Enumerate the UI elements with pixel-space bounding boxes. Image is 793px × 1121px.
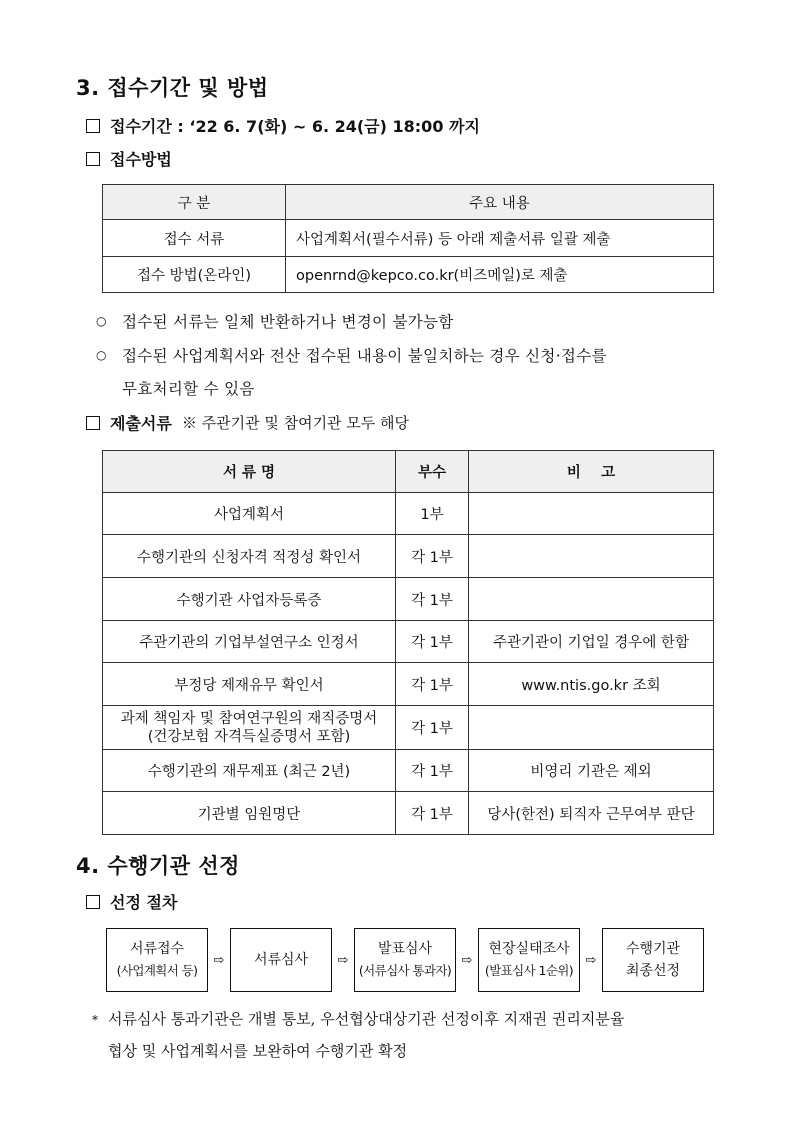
right-arrow-icon: ⇨ xyxy=(213,952,225,968)
doc-remarks-cell: 주관기관이 기업일 경우에 한함 xyxy=(469,621,714,663)
section4-title: 4. 수행기관 선정 xyxy=(76,854,240,878)
method-heading-text: 접수방법 xyxy=(110,150,172,169)
docs-col-copies: 부수 xyxy=(396,451,469,493)
procedure-heading-text: 선정 절차 xyxy=(110,893,178,912)
docs-col-remarks: 비 고 xyxy=(469,451,714,493)
method-cell: 접수 서류 xyxy=(103,220,286,257)
table-row xyxy=(103,220,714,257)
bullet-list xyxy=(96,305,607,406)
flow-step-presentation: 발표심사 (서류심사 통과자) xyxy=(354,928,456,992)
method-cell: 접수 방법(온라인) xyxy=(103,257,286,293)
right-arrow-icon: ⇨ xyxy=(337,952,349,968)
checkbox-square-icon xyxy=(86,152,100,166)
doc-remarks-cell xyxy=(469,493,714,535)
selection-flowchart xyxy=(106,928,704,992)
table-row xyxy=(103,750,714,792)
doc-name-cell: 수행기관의 신청자격 적정성 확인서 xyxy=(103,535,396,578)
doc-name-cell: 수행기관의 재무제표 (최근 2년) xyxy=(103,750,396,792)
doc-name-cell: 기관별 임원명단 xyxy=(103,792,396,835)
table-row xyxy=(103,792,714,835)
period-text: 접수기간 : ‘22 6. 7(화) ~ 6. 24(금) 18:00 까지 xyxy=(110,117,480,136)
doc-name-cell: 과제 책임자 및 참여연구원의 재직증명서 (건강보험 자격득실증명서 포함) xyxy=(103,706,396,750)
section3-title: 3. 접수기간 및 방법 xyxy=(76,76,269,100)
doc-copies-cell: 각 1부 xyxy=(396,621,469,663)
doc-copies-cell: 각 1부 xyxy=(396,750,469,792)
doc-copies-cell: 각 1부 xyxy=(396,792,469,835)
method-col-category: 구 분 xyxy=(103,185,286,220)
docs-heading xyxy=(86,411,409,434)
procedure-heading xyxy=(86,890,177,913)
doc-name-cell: 사업계획서 xyxy=(103,493,396,535)
doc-copies-cell: 각 1부 xyxy=(396,578,469,621)
method-cell: 사업계획서(필수서류) 등 아래 제출서류 일괄 제출 xyxy=(286,220,714,257)
circle-bullet-icon: ○ xyxy=(96,314,107,328)
table-row xyxy=(103,535,714,578)
doc-name-cell: 부정당 제재유무 확인서 xyxy=(103,663,396,706)
selection-note: * 서류심사 통과기관은 개별 통보, 우선협상대상기관 선정이후 지재권 권리지분율 협상 및 사업계획서를 보완하여 수행기관 확정 xyxy=(92,1004,624,1067)
docs-table xyxy=(102,450,714,835)
docs-heading-text: 제출서류 xyxy=(110,414,172,433)
method-table xyxy=(102,184,714,293)
method-heading xyxy=(86,147,172,170)
list-item: ○ 접수된 서류는 일체 반환하거나 변경이 불가능함 xyxy=(96,305,607,339)
docs-col-name: 서 류 명 xyxy=(103,451,396,493)
list-item: ○ 접수된 사업계획서와 전산 접수된 내용이 불일치하는 경우 신청·접수를 xyxy=(96,339,607,373)
right-arrow-icon: ⇨ xyxy=(461,952,473,968)
docs-note: ※ 주관기관 및 참여기관 모두 해당 xyxy=(181,414,410,432)
flow-step-site-inspection: 현장실태조사 (발표심사 1순위) xyxy=(478,928,580,992)
method-cell: openrnd@kepco.co.kr(비즈메일)로 제출 xyxy=(286,257,714,293)
checkbox-square-icon xyxy=(86,416,100,430)
checkbox-square-icon xyxy=(86,119,100,133)
doc-remarks-cell xyxy=(469,706,714,750)
doc-name-cell: 주관기관의 기업부설연구소 인정서 xyxy=(103,621,396,663)
right-arrow-icon: ⇨ xyxy=(585,952,597,968)
table-row xyxy=(103,621,714,663)
doc-name-cell: 수행기관 사업자등록증 xyxy=(103,578,396,621)
period-heading xyxy=(86,114,480,137)
doc-copies-cell: 각 1부 xyxy=(396,535,469,578)
table-row xyxy=(103,706,714,750)
list-item-continuation: 무효처리할 수 있음 xyxy=(122,380,255,398)
table-row xyxy=(103,257,714,293)
doc-copies-cell: 1부 xyxy=(396,493,469,535)
table-row xyxy=(103,663,714,706)
table-row xyxy=(103,578,714,621)
flow-step-final-selection: 수행기관 최종선정 xyxy=(602,928,704,992)
doc-remarks-cell xyxy=(469,535,714,578)
flow-step-doc-receipt: 서류접수 (사업계획서 등) xyxy=(106,928,208,992)
doc-remarks-cell xyxy=(469,578,714,621)
table-row xyxy=(103,493,714,535)
asterisk-icon: * xyxy=(92,1013,98,1027)
doc-copies-cell: 각 1부 xyxy=(396,706,469,750)
checkbox-square-icon xyxy=(86,895,100,909)
doc-copies-cell: 각 1부 xyxy=(396,663,469,706)
doc-remarks-cell: www.ntis.go.kr 조회 xyxy=(469,663,714,706)
doc-remarks-cell: 비영리 기관은 제외 xyxy=(469,750,714,792)
circle-bullet-icon: ○ xyxy=(96,348,107,362)
doc-remarks-cell: 당사(한전) 퇴직자 근무여부 판단 xyxy=(469,792,714,835)
flow-step-doc-review: 서류심사 xyxy=(230,928,332,992)
method-col-content: 주요 내용 xyxy=(286,185,714,220)
